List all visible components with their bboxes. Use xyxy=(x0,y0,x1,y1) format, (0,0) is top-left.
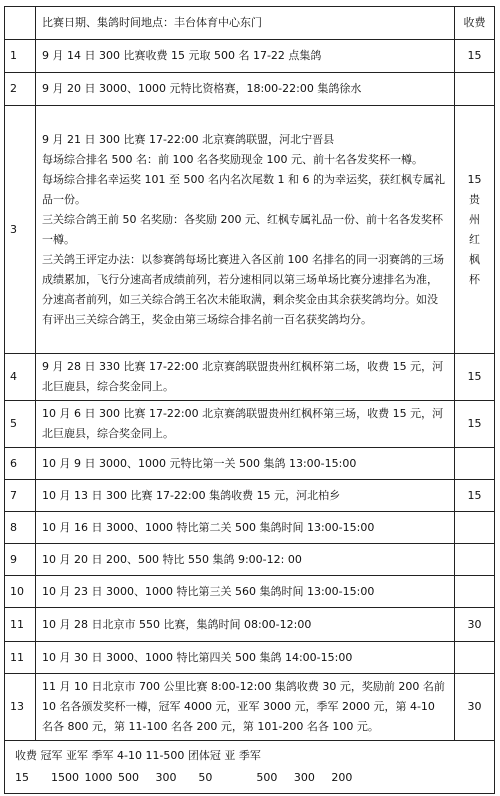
summary-line-1: 收费 冠军 亚军 季军 4-10 11-500 团体冠 亚 季军 xyxy=(15,749,261,762)
row-content-paragraph: 9 月 28 日 330 比赛 17-22:00 北京赛鸽联盟贵州红枫杯第二场，收费 15 元，河北巨鹿县，综合奖金同上。 xyxy=(42,360,444,393)
row-fee-cell: 15 xyxy=(455,40,495,73)
row-content-paragraph: 10 月 9 日 3000、1000 元特比第一关 500 集鸽 13:00-15:00 xyxy=(42,456,357,470)
row-fee-cell: 15 xyxy=(455,401,495,448)
row-number-cell: 7 xyxy=(5,480,36,512)
row-fee-cell xyxy=(455,106,495,354)
row-content-paragraph: 10 月 6 日 300 比赛 17-22:00 北京赛鸽联盟贵州红枫杯第三场，收费 15 元，河北巨鹿县，综合奖金同上。 xyxy=(42,407,444,440)
row-number-cell: 5 xyxy=(5,401,36,448)
table-row xyxy=(5,106,495,354)
schedule-document xyxy=(4,6,495,794)
row-content-cell xyxy=(36,608,455,642)
row-content-cell xyxy=(36,448,455,480)
row-number-cell: 2 xyxy=(5,73,36,106)
row-content-paragraph: 三关综合鸽王前 50 名奖励：各奖励 200 元、红枫专属礼品一份、前十名各发奖杯一樽。 xyxy=(42,212,443,246)
row-content-cell xyxy=(36,40,455,73)
row-fee-cell: 15 xyxy=(455,480,495,512)
row-fee-cell xyxy=(455,642,495,674)
row-content-paragraph: 9 月 21 日 300 比赛 17-22:00 北京赛鸽联盟，河北宁晋县 xyxy=(42,132,335,146)
row-number-cell: 3 xyxy=(5,106,36,354)
summary-row xyxy=(5,741,495,794)
row-content-paragraph: 10 月 30 日 3000、1000 特比第四关 500 集鸽 14:00-15:00 xyxy=(42,650,353,664)
table-row xyxy=(5,354,495,401)
table-row xyxy=(5,544,495,576)
row-content-cell xyxy=(36,544,455,576)
table-row xyxy=(5,73,495,106)
row-content-paragraph: 10 月 13 日 300 比赛 17-22:00 集鸽收费 15 元，河北柏乡 xyxy=(42,488,341,502)
row-fee-cell xyxy=(455,576,495,608)
header-fee-cell: 收费 xyxy=(455,7,495,40)
row-content-paragraph: 10 月 28 日北京市 550 比赛，集鸽时间 08:00-12:00 xyxy=(42,617,312,631)
row-fee-cell: 30 xyxy=(455,608,495,642)
row-number-cell: 13 xyxy=(5,674,36,741)
row-fee-cell xyxy=(455,73,495,106)
table-row xyxy=(5,512,495,544)
row-content-paragraph: 9 月 20 日 3000、1000 元特比资格赛，18:00-22:00 集鸽徐水 xyxy=(42,82,362,95)
row-number-cell: 6 xyxy=(5,448,36,480)
row-number-cell: 1 xyxy=(5,40,36,73)
header-content-cell: 比赛日期、集鸽时间地点：丰台体育中心东门 xyxy=(36,7,455,40)
row-number-cell: 8 xyxy=(5,512,36,544)
row-content-paragraph: 三关鸽王评定办法：以参赛鸽每场比赛进入各区前 100 名排名的同一羽赛鸽的三场成绩累加，飞行分速高者成绩前列，若分速相同以第三场单场比赛分速排名为准，分速高者前列，如三关综合鸽王名次未能取满，剩余奖金由其余获奖鸽均分。如没有评出三关综合鸽王，奖金由第三场综合排名前一百名获奖鸽均分。 xyxy=(42,252,444,326)
schedule-table xyxy=(4,6,495,794)
row-number-cell: 9 xyxy=(5,544,36,576)
row-content-paragraph: 10 月 16 日 3000、1000 特比第二关 500 集鸽时间 13:00-15:00 xyxy=(42,520,375,534)
row-content-paragraph: 11 月 10 日北京市 700 公里比赛 8:00-12:00 集鸽收费 30 元，奖励前 200 名前 10 名各颁发奖杯一樽，冠军 4000 元，亚军 3000 元，季军 2000 元，第 4-10 名各 800 元，第 11-100 名各 200 元，第 101-200 名各 100 元。 xyxy=(42,680,445,733)
summary-line-2: 15 1500 1000 500 300 50 500 300 200 xyxy=(15,771,353,784)
row-number-cell: 10 xyxy=(5,576,36,608)
row-content-cell xyxy=(36,576,455,608)
row-content-cell xyxy=(36,401,455,448)
table-row xyxy=(5,480,495,512)
row-content-cell xyxy=(36,512,455,544)
prize-summary xyxy=(5,741,495,794)
row-content-cell xyxy=(36,73,455,106)
header-row xyxy=(5,7,495,40)
table-row xyxy=(5,448,495,480)
row-fee-vertical-text: 15贵州红枫杯 xyxy=(467,172,482,286)
row-content-cell xyxy=(36,674,455,741)
row-content-cell xyxy=(36,354,455,401)
row-fee-cell xyxy=(455,448,495,480)
row-content-paragraph: 每场综合排名 500 名：前 100 名各奖励现金 100 元、前十名各发奖杯一樽。 xyxy=(42,152,423,166)
row-content-paragraph: 10 月 23 日 3000、1000 特比第三关 560 集鸽时间 13:00-15:00 xyxy=(42,584,375,598)
row-content-paragraph: 每场综合排名幸运奖 101 至 500 名内名次尾数 1 和 6 的为幸运奖，获红枫专属礼品一份。 xyxy=(42,172,445,206)
table-row xyxy=(5,642,495,674)
row-fee-cell xyxy=(455,512,495,544)
row-content-cell xyxy=(36,480,455,512)
row-content-cell xyxy=(36,642,455,674)
row-number-cell: 11 xyxy=(5,642,36,674)
header-no-cell xyxy=(5,7,36,40)
row-content-paragraph: 9 月 14 日 300 比赛收费 15 元取 500 名 17-22 点集鸽 xyxy=(42,49,322,62)
row-number-cell: 11 xyxy=(5,608,36,642)
row-fee-cell: 30 xyxy=(455,674,495,741)
row-content-cell xyxy=(36,106,455,354)
table-row xyxy=(5,576,495,608)
table-row xyxy=(5,401,495,448)
table-row xyxy=(5,674,495,741)
row-content-paragraph: 10 月 20 日 200、500 特比 550 集鸽 9:00-12: 00 xyxy=(42,552,302,566)
table-row xyxy=(5,40,495,73)
row-number-cell: 4 xyxy=(5,354,36,401)
table-row xyxy=(5,608,495,642)
row-fee-cell: 15 xyxy=(455,354,495,401)
row-fee-cell xyxy=(455,544,495,576)
